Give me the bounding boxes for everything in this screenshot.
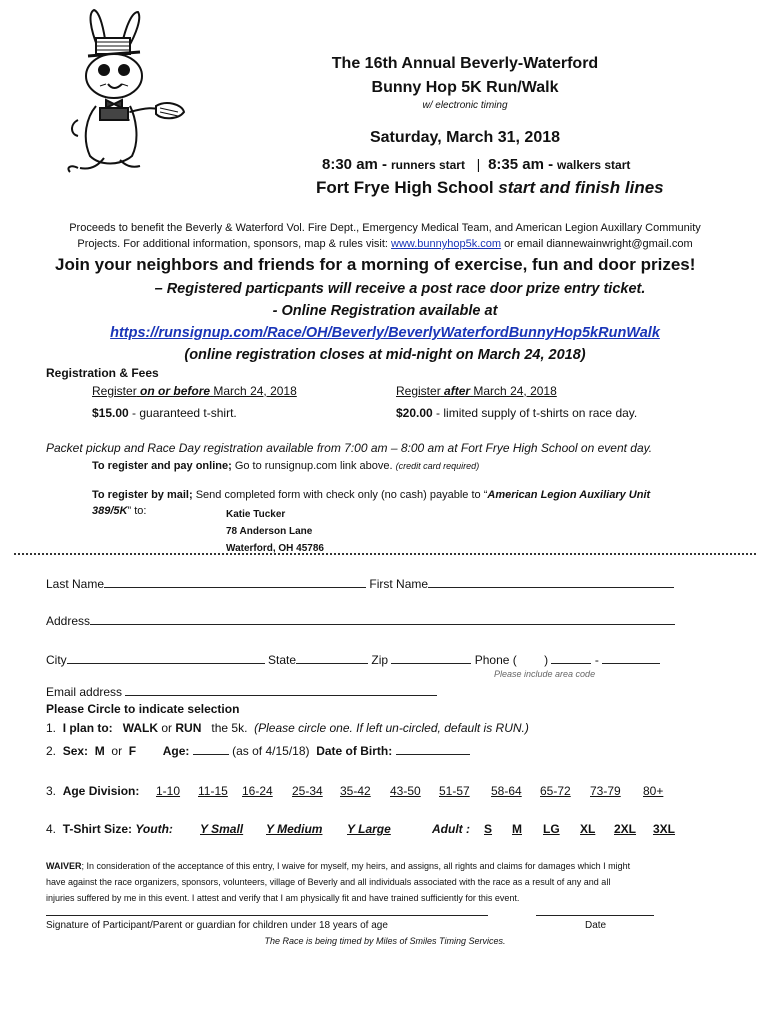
age-div-7[interactable]: 58-64 bbox=[491, 784, 522, 798]
shirt-adult-m[interactable]: M bbox=[512, 822, 522, 836]
mail-text: Send completed form with check only (no cash) payable to “ bbox=[195, 489, 488, 501]
late-fee bbox=[396, 406, 637, 420]
runners-label: runners start bbox=[390, 158, 465, 172]
age-div-9[interactable]: 73-79 bbox=[590, 784, 621, 798]
shirt-adult-lg[interactable]: LG bbox=[543, 822, 560, 836]
sex-m-option[interactable]: M bbox=[94, 744, 105, 758]
q3-num: 3. bbox=[46, 784, 57, 798]
phone-number-field[interactable] bbox=[602, 651, 660, 664]
bunny-mascot-logo bbox=[60, 8, 190, 173]
early-desc: - guaranteed t-shirt. bbox=[132, 406, 237, 420]
email-row bbox=[46, 683, 437, 699]
date-label: Date bbox=[585, 920, 607, 931]
intro-text bbox=[20, 220, 750, 252]
event-title bbox=[250, 52, 680, 100]
runners-time: 8:30 am - bbox=[322, 156, 388, 173]
late-desc: - limited supply of t-shirts on race day. bbox=[436, 406, 638, 420]
title-line-1: The 16th Annual Beverly-Waterford bbox=[331, 55, 599, 72]
email-field[interactable] bbox=[125, 683, 437, 696]
question-1 bbox=[46, 721, 529, 735]
early-prefix: Register bbox=[92, 384, 137, 398]
phone-label: Phone ( bbox=[474, 653, 517, 667]
promo-headline: Join your neighbors and friends for a morning of exercise, fun and door prizes! bbox=[55, 255, 696, 274]
waiver-line-2: have against the race organizers, sponsors, volunteers, village of Beverly and all individuals associated with the race as a result of any and all bbox=[46, 877, 611, 887]
age-div-8[interactable]: 65-72 bbox=[540, 784, 571, 798]
waiver-bold: WAIVER bbox=[46, 861, 82, 871]
time-separator: | bbox=[476, 156, 481, 172]
timing-credit: The Race is being timed by Miles of Smiles Timing Services. bbox=[264, 936, 506, 946]
state-field[interactable] bbox=[296, 651, 368, 664]
city-label: City bbox=[46, 653, 67, 667]
shirt-adult-s[interactable]: S bbox=[484, 822, 493, 836]
early-date: March 24, 2018 bbox=[213, 384, 297, 398]
age-div-1[interactable]: 11-15 bbox=[198, 784, 228, 798]
walkers-label: walkers start bbox=[557, 158, 631, 172]
age-div-4[interactable]: 35-42 bbox=[340, 784, 371, 798]
late-date: March 24, 2018 bbox=[473, 384, 557, 398]
waiver-text-1: ; In consideration of the acceptance of this entry, I waive for myself, my heirs, and assigns, all rights and claims for damages which I might bbox=[81, 861, 631, 871]
online-registration-link[interactable]: https://runsignup.com/Race/OH/Beverly/BeverlyWaterfordBunnyHop5kRunWalk bbox=[110, 325, 660, 341]
last-name-label: Last Name bbox=[46, 577, 105, 591]
email-label: Email address bbox=[46, 685, 123, 699]
phone-close: ) bbox=[544, 653, 549, 667]
city-row bbox=[46, 651, 660, 667]
intro-line-1: Proceeds to benefit the Beverly & Waterford Vol. Fire Dept., Emergency Medical Team, and American Legion Auxillary Community bbox=[69, 222, 701, 234]
early-fee bbox=[92, 406, 237, 420]
q1-or: or bbox=[161, 721, 173, 735]
shirt-youth-medium[interactable]: Y Medium bbox=[266, 822, 323, 836]
phone-dash: - bbox=[594, 653, 599, 667]
zip-field[interactable] bbox=[391, 651, 471, 664]
age-field[interactable] bbox=[193, 742, 229, 755]
addr-line-2: 78 Anderson Lane bbox=[226, 526, 313, 537]
sex-f-option[interactable]: F bbox=[128, 744, 137, 758]
address-label: Address bbox=[46, 614, 91, 628]
mail-to: ” to: bbox=[127, 505, 147, 517]
q1-rest: the 5k. bbox=[211, 721, 248, 735]
promo-block bbox=[20, 278, 750, 366]
run-option[interactable]: RUN bbox=[175, 721, 202, 735]
mail-register-2 bbox=[92, 505, 146, 517]
late-register-label bbox=[396, 384, 557, 398]
late-price: $20.00 bbox=[396, 406, 433, 420]
packet-pickup: Packet pickup and Race Day registration available from 7:00 am – 8:00 am at Fort Frye High School on event day. bbox=[46, 441, 653, 455]
first-name-field[interactable] bbox=[428, 575, 674, 588]
last-name-field[interactable] bbox=[104, 575, 366, 588]
early-register-label bbox=[92, 384, 297, 398]
shirt-youth-large[interactable]: Y Large bbox=[347, 822, 391, 836]
late-em: after bbox=[444, 384, 471, 398]
intro-line-2-suffix: or email diannewainwright@gmail.com bbox=[504, 238, 693, 250]
location-detail: start and finish lines bbox=[498, 178, 664, 197]
walkers-time: 8:35 am - bbox=[488, 156, 554, 173]
q2-label: Sex: bbox=[62, 744, 89, 758]
intro-line-2-prefix: Projects. For additional information, sponsors, map & rules visit: bbox=[77, 238, 388, 250]
q4-num: 4. bbox=[46, 822, 57, 836]
q3-label: Age Division: bbox=[62, 784, 140, 798]
early-price: $15.00 bbox=[92, 406, 129, 420]
promo-line-1: – Registered particpants will receive a post race door prize entry ticket. bbox=[154, 281, 646, 297]
age-label: Age: bbox=[162, 744, 190, 758]
title-line-2: Bunny Hop 5K Run/Walk bbox=[371, 79, 559, 96]
signature-label: Signature of Participant/Parent or guardian for children under 18 years of age bbox=[46, 920, 388, 931]
late-prefix: Register bbox=[396, 384, 441, 398]
online-bold: To register and pay online; bbox=[92, 460, 232, 472]
shirt-adult-3xl[interactable]: 3XL bbox=[653, 822, 676, 836]
shirt-youth-small[interactable]: Y Small bbox=[200, 822, 244, 836]
promo-closes: (online registration closes at mid-night on March 24, 2018) bbox=[184, 347, 586, 363]
event-location bbox=[316, 178, 664, 198]
address-row bbox=[46, 612, 675, 628]
age-div-5[interactable]: 43-50 bbox=[390, 784, 421, 798]
q2-num: 2. bbox=[46, 744, 57, 758]
promo-line-2: - Online Registration available at bbox=[272, 303, 498, 319]
age-div-10[interactable]: 80+ bbox=[643, 784, 664, 798]
question-2 bbox=[46, 742, 470, 758]
mailing-address bbox=[226, 506, 324, 557]
date-line[interactable] bbox=[536, 915, 654, 916]
age-div-0[interactable]: 1-10 bbox=[156, 784, 181, 798]
adult-label: Adult : bbox=[432, 822, 470, 836]
waiver bbox=[46, 858, 736, 906]
early-em: on or before bbox=[140, 384, 211, 398]
waiver-line-1 bbox=[46, 858, 736, 874]
dob-field[interactable] bbox=[396, 742, 470, 755]
question-3 bbox=[46, 784, 139, 798]
first-name-label: First Name bbox=[369, 577, 429, 591]
location-name: Fort Frye High School bbox=[316, 178, 494, 197]
q1-note: (Please circle one. If left un-circled, default is RUN.) bbox=[254, 721, 529, 735]
fees-heading: Registration & Fees bbox=[46, 366, 159, 380]
online-text: Go to runsignup.com link above. bbox=[234, 460, 393, 472]
addr-line-3: Waterford, OH 45786 bbox=[226, 543, 324, 554]
waiver-line-3: injuries suffered by me in this event. I attest and verify that I am physically fit and have trained sufficiently for this event. bbox=[46, 893, 520, 903]
payee-line-2: 389/5K bbox=[92, 505, 128, 517]
cut-line-divider bbox=[14, 553, 756, 555]
youth-label: Youth: bbox=[135, 822, 173, 836]
area-code-note: Please include area code bbox=[494, 669, 596, 679]
intro-line-2 bbox=[20, 236, 750, 252]
age-div-3[interactable]: 25-34 bbox=[292, 784, 323, 798]
age-div-6[interactable]: 51-57 bbox=[439, 784, 470, 798]
question-4 bbox=[46, 822, 173, 836]
zip-label: Zip bbox=[371, 653, 389, 667]
q2-or: or bbox=[111, 744, 123, 758]
start-times bbox=[322, 156, 630, 173]
mail-register bbox=[92, 489, 650, 501]
age-asof: (as of 4/15/18) bbox=[232, 744, 310, 758]
website-link[interactable]: www.bunnyhop5k.com bbox=[391, 238, 502, 250]
phone-prefix-field[interactable] bbox=[551, 651, 591, 664]
address-field[interactable] bbox=[90, 612, 675, 625]
signature-line[interactable] bbox=[46, 915, 488, 916]
selection-heading: Please Circle to indicate selection bbox=[46, 702, 240, 716]
walk-option[interactable]: WALK bbox=[122, 721, 159, 735]
city-field[interactable] bbox=[67, 651, 265, 664]
dob-label: Date of Birth: bbox=[316, 744, 393, 758]
register-online bbox=[92, 460, 479, 472]
shirt-adult-2xl[interactable]: 2XL bbox=[614, 822, 637, 836]
event-date: Saturday, March 31, 2018 bbox=[369, 129, 561, 146]
age-div-2[interactable]: 16-24 bbox=[242, 784, 273, 798]
bunny-mascot-icon bbox=[60, 8, 190, 173]
name-row bbox=[46, 575, 674, 591]
shirt-adult-xl[interactable]: XL bbox=[580, 822, 596, 836]
timing-note: w/ electronic timing bbox=[422, 100, 508, 111]
addr-line-1: Katie Tucker bbox=[226, 509, 286, 520]
online-note: (credit card required) bbox=[395, 461, 480, 471]
q1-num: 1. bbox=[46, 721, 57, 735]
q4-label: T-Shirt Size: bbox=[62, 822, 133, 836]
payee-line-1: American Legion Auxiliary Unit bbox=[487, 489, 651, 501]
mail-bold: To register by mail; bbox=[92, 489, 193, 501]
state-label: State bbox=[268, 653, 297, 667]
q1-label: I plan to: bbox=[62, 721, 113, 735]
